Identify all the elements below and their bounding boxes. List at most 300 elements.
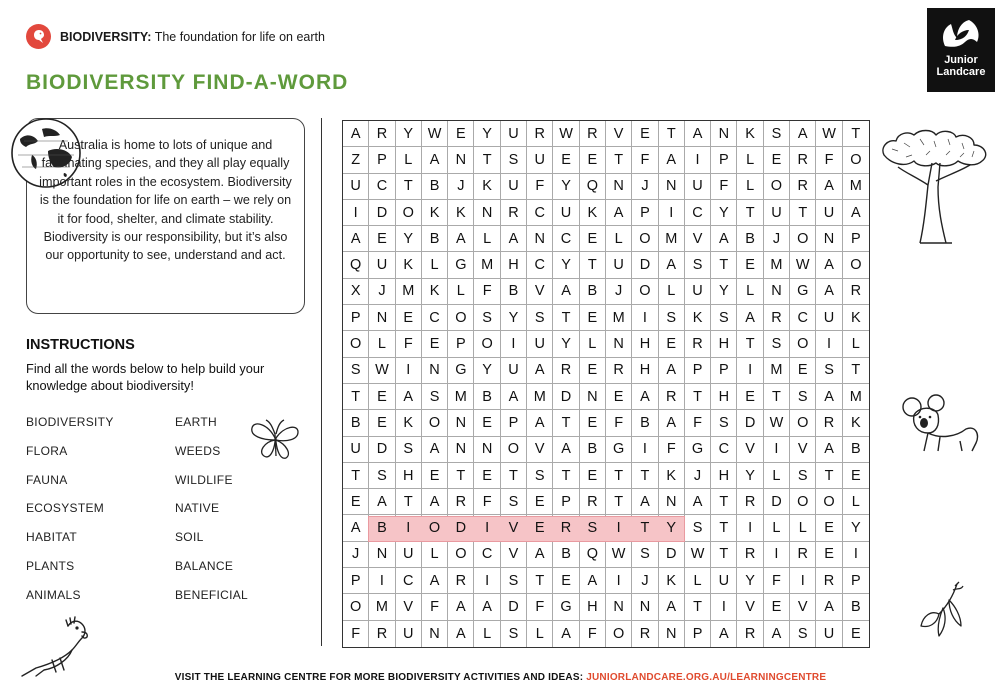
grid-cell[interactable] (816, 305, 842, 331)
grid-cell[interactable] (553, 331, 579, 357)
grid-cell[interactable] (369, 121, 395, 147)
grid-cell[interactable] (448, 279, 474, 305)
grid-cell[interactable] (764, 226, 790, 252)
grid-cell[interactable] (343, 568, 369, 594)
grid-cell[interactable] (553, 147, 579, 173)
grid-cell[interactable] (816, 621, 842, 647)
grid-cell[interactable] (659, 594, 685, 620)
grid-cell[interactable] (343, 463, 369, 489)
grid-cell[interactable] (501, 252, 527, 278)
grid-cell[interactable] (606, 200, 632, 226)
grid-cell[interactable] (580, 200, 606, 226)
grid-cell[interactable] (764, 594, 790, 620)
grid-cell[interactable] (843, 621, 869, 647)
grid-cell[interactable] (685, 174, 711, 200)
grid-cell[interactable] (606, 226, 632, 252)
grid-cell[interactable] (580, 305, 606, 331)
grid-cell[interactable] (632, 621, 658, 647)
grid-cell[interactable] (501, 489, 527, 515)
grid-cell[interactable] (501, 594, 527, 620)
grid-cell[interactable] (448, 542, 474, 568)
grid-cell[interactable] (606, 358, 632, 384)
grid-cell[interactable] (448, 147, 474, 173)
grid-cell[interactable] (711, 121, 737, 147)
grid-cell[interactable] (816, 568, 842, 594)
grid-cell[interactable] (343, 489, 369, 515)
grid-cell[interactable] (369, 437, 395, 463)
grid-cell[interactable] (553, 568, 579, 594)
grid-cell[interactable] (396, 226, 422, 252)
grid-cell[interactable] (685, 410, 711, 436)
grid-cell[interactable] (343, 410, 369, 436)
grid-cell[interactable] (711, 174, 737, 200)
grid-cell[interactable] (711, 463, 737, 489)
grid-cell[interactable] (711, 594, 737, 620)
grid-cell[interactable] (843, 410, 869, 436)
grid-cell[interactable] (501, 542, 527, 568)
grid-cell[interactable] (553, 410, 579, 436)
grid-cell[interactable] (527, 410, 553, 436)
grid-cell[interactable] (422, 305, 448, 331)
grid-cell[interactable] (685, 200, 711, 226)
grid-cell[interactable] (790, 621, 816, 647)
grid-cell[interactable] (448, 410, 474, 436)
grid-cell[interactable] (553, 226, 579, 252)
grid-cell[interactable] (474, 358, 500, 384)
grid-cell[interactable] (816, 437, 842, 463)
grid-cell[interactable] (369, 331, 395, 357)
grid-cell[interactable] (790, 437, 816, 463)
grid-cell[interactable] (843, 437, 869, 463)
grid-cell[interactable] (580, 358, 606, 384)
grid-cell[interactable] (737, 147, 763, 173)
grid-cell[interactable] (501, 305, 527, 331)
grid-cell[interactable] (711, 305, 737, 331)
grid-cell[interactable] (790, 594, 816, 620)
grid-cell[interactable] (369, 410, 395, 436)
grid-cell[interactable] (396, 252, 422, 278)
grid-cell[interactable] (553, 121, 579, 147)
grid-cell[interactable] (527, 594, 553, 620)
grid-cell[interactable] (843, 200, 869, 226)
grid-cell[interactable] (790, 463, 816, 489)
grid-cell[interactable] (422, 121, 448, 147)
grid-cell[interactable] (711, 331, 737, 357)
grid-cell[interactable] (501, 384, 527, 410)
grid-cell[interactable] (606, 568, 632, 594)
grid-cell[interactable] (580, 489, 606, 515)
grid-cell[interactable] (632, 489, 658, 515)
word-search-grid[interactable] (342, 120, 870, 648)
grid-cell[interactable] (474, 384, 500, 410)
grid-cell[interactable] (764, 542, 790, 568)
grid-cell[interactable] (501, 437, 527, 463)
grid-cell[interactable] (369, 147, 395, 173)
grid-cell[interactable] (553, 594, 579, 620)
grid-cell[interactable] (659, 174, 685, 200)
grid-cell[interactable] (527, 568, 553, 594)
grid-cell[interactable] (764, 568, 790, 594)
grid-cell[interactable] (790, 279, 816, 305)
grid-cell[interactable] (606, 437, 632, 463)
grid-cell[interactable] (527, 279, 553, 305)
junior-landcare-logo[interactable] (927, 8, 995, 92)
grid-cell[interactable] (474, 568, 500, 594)
grid-cell[interactable] (369, 226, 395, 252)
grid-cell[interactable] (553, 358, 579, 384)
grid-cell[interactable] (580, 568, 606, 594)
grid-cell[interactable] (632, 463, 658, 489)
grid-cell[interactable] (369, 594, 395, 620)
grid-cell[interactable] (474, 621, 500, 647)
grid-cell[interactable] (553, 437, 579, 463)
grid-cell[interactable] (737, 463, 763, 489)
grid-cell[interactable] (816, 200, 842, 226)
grid-cell[interactable] (448, 463, 474, 489)
grid-cell[interactable] (606, 542, 632, 568)
grid-cell[interactable] (474, 174, 500, 200)
grid-cell[interactable] (659, 489, 685, 515)
grid-cell[interactable] (737, 226, 763, 252)
grid-cell[interactable] (343, 358, 369, 384)
grid-cell[interactable] (632, 174, 658, 200)
grid-cell[interactable] (474, 279, 500, 305)
grid-cell[interactable] (843, 358, 869, 384)
grid-cell[interactable] (685, 226, 711, 252)
grid-cell[interactable] (580, 121, 606, 147)
grid-cell[interactable] (737, 489, 763, 515)
grid-cell[interactable] (553, 542, 579, 568)
grid-cell[interactable] (632, 568, 658, 594)
grid-cell[interactable] (448, 200, 474, 226)
grid-cell[interactable] (816, 174, 842, 200)
grid-cell[interactable] (790, 200, 816, 226)
grid-cell[interactable] (474, 121, 500, 147)
grid-cell[interactable] (501, 358, 527, 384)
grid-cell[interactable] (711, 489, 737, 515)
grid-cell[interactable] (685, 384, 711, 410)
grid-cell[interactable] (659, 384, 685, 410)
grid-cell[interactable] (448, 174, 474, 200)
grid-cell[interactable] (580, 147, 606, 173)
grid-cell[interactable] (737, 252, 763, 278)
grid-cell[interactable] (659, 358, 685, 384)
grid-cell[interactable] (396, 121, 422, 147)
grid-cell[interactable] (685, 621, 711, 647)
grid-cell[interactable] (474, 331, 500, 357)
grid-cell[interactable] (632, 410, 658, 436)
grid-cell[interactable] (790, 226, 816, 252)
grid-cell[interactable] (711, 515, 737, 541)
grid-cell[interactable] (843, 226, 869, 252)
grid-cell[interactable] (711, 252, 737, 278)
grid-cell[interactable] (474, 463, 500, 489)
grid-cell[interactable] (764, 358, 790, 384)
grid-cell[interactable] (580, 542, 606, 568)
grid-cell[interactable] (711, 358, 737, 384)
grid-cell[interactable] (737, 279, 763, 305)
grid-cell[interactable] (396, 174, 422, 200)
grid-cell[interactable] (501, 226, 527, 252)
grid-cell[interactable] (737, 621, 763, 647)
grid-cell[interactable] (790, 568, 816, 594)
grid-cell[interactable] (790, 410, 816, 436)
grid-cell[interactable] (580, 437, 606, 463)
grid-cell[interactable] (343, 542, 369, 568)
grid-cell[interactable] (737, 594, 763, 620)
grid-cell[interactable] (422, 410, 448, 436)
grid-cell[interactable] (553, 174, 579, 200)
grid-cell[interactable] (843, 305, 869, 331)
grid-cell[interactable] (580, 331, 606, 357)
grid-cell[interactable] (396, 305, 422, 331)
grid-cell[interactable] (343, 121, 369, 147)
grid-cell[interactable] (580, 621, 606, 647)
grid-cell[interactable] (816, 331, 842, 357)
grid-cell[interactable] (343, 147, 369, 173)
grid-cell[interactable] (422, 542, 448, 568)
grid-cell[interactable] (764, 174, 790, 200)
grid-cell[interactable] (843, 463, 869, 489)
grid-cell[interactable] (711, 410, 737, 436)
grid-cell[interactable] (474, 305, 500, 331)
grid-cell[interactable] (764, 252, 790, 278)
grid-cell[interactable] (790, 305, 816, 331)
grid-cell[interactable] (816, 542, 842, 568)
grid-cell[interactable] (448, 305, 474, 331)
grid-cell[interactable] (632, 542, 658, 568)
grid-cell[interactable] (790, 384, 816, 410)
grid-cell[interactable] (764, 200, 790, 226)
grid-cell[interactable] (474, 489, 500, 515)
grid-cell[interactable] (606, 305, 632, 331)
grid-cell[interactable] (422, 252, 448, 278)
grid-cell[interactable] (843, 568, 869, 594)
grid-cell[interactable] (422, 147, 448, 173)
grid-cell[interactable] (501, 174, 527, 200)
grid-cell[interactable] (343, 384, 369, 410)
grid-cell[interactable] (580, 594, 606, 620)
grid-cell[interactable] (580, 174, 606, 200)
grid-cell[interactable] (474, 594, 500, 620)
grid-cell[interactable] (659, 279, 685, 305)
grid-cell[interactable] (632, 437, 658, 463)
grid-cell[interactable] (474, 410, 500, 436)
grid-cell[interactable] (632, 226, 658, 252)
grid-cell[interactable] (553, 384, 579, 410)
grid-cell[interactable] (527, 489, 553, 515)
grid-cell[interactable] (606, 147, 632, 173)
grid-cell[interactable] (606, 621, 632, 647)
grid-cell[interactable] (843, 384, 869, 410)
grid-cell[interactable] (816, 384, 842, 410)
grid-cell[interactable] (343, 279, 369, 305)
grid-cell[interactable] (737, 358, 763, 384)
grid-cell[interactable] (422, 437, 448, 463)
grid-cell[interactable] (790, 358, 816, 384)
grid-cell[interactable] (422, 594, 448, 620)
grid-cell[interactable] (448, 489, 474, 515)
grid-cell[interactable] (553, 463, 579, 489)
grid-cell[interactable] (369, 384, 395, 410)
grid-cell[interactable] (527, 437, 553, 463)
grid-cell[interactable] (632, 279, 658, 305)
grid-cell[interactable] (843, 121, 869, 147)
grid-cell[interactable] (527, 463, 553, 489)
grid-cell[interactable] (659, 121, 685, 147)
grid-cell[interactable] (659, 410, 685, 436)
grid-cell[interactable] (711, 437, 737, 463)
grid-cell[interactable] (369, 200, 395, 226)
grid-cell[interactable] (369, 358, 395, 384)
grid-cell[interactable] (396, 542, 422, 568)
grid-cell[interactable] (685, 358, 711, 384)
grid-cell[interactable] (790, 331, 816, 357)
grid-cell[interactable] (448, 358, 474, 384)
grid-cell[interactable] (527, 305, 553, 331)
grid-cell[interactable] (764, 410, 790, 436)
grid-cell[interactable] (685, 489, 711, 515)
grid-cell[interactable] (632, 200, 658, 226)
grid-cell[interactable] (422, 226, 448, 252)
grid-cell[interactable] (553, 489, 579, 515)
grid-cell[interactable] (448, 226, 474, 252)
grid-cell[interactable] (343, 174, 369, 200)
grid-cell[interactable] (711, 200, 737, 226)
grid-cell[interactable] (685, 515, 711, 541)
grid-cell[interactable] (422, 358, 448, 384)
grid-cell[interactable] (685, 331, 711, 357)
grid-cell[interactable] (790, 542, 816, 568)
grid-cell[interactable] (501, 410, 527, 436)
grid-cell[interactable] (396, 147, 422, 173)
grid-cell[interactable] (580, 252, 606, 278)
grid-cell[interactable] (606, 384, 632, 410)
grid-cell[interactable] (448, 621, 474, 647)
grid-cell[interactable] (632, 358, 658, 384)
grid-cell[interactable] (816, 358, 842, 384)
grid-cell[interactable] (501, 568, 527, 594)
grid-cell[interactable] (396, 358, 422, 384)
grid-cell[interactable] (396, 621, 422, 647)
grid-cell[interactable] (764, 384, 790, 410)
grid-cell[interactable] (737, 410, 763, 436)
grid-cell[interactable] (369, 568, 395, 594)
grid-cell[interactable] (685, 252, 711, 278)
grid-cell[interactable] (711, 621, 737, 647)
grid-cell[interactable] (685, 279, 711, 305)
grid-cell[interactable] (843, 594, 869, 620)
grid-cell[interactable] (448, 594, 474, 620)
grid-cell[interactable] (527, 174, 553, 200)
grid-cell[interactable] (527, 147, 553, 173)
grid-cell[interactable] (396, 568, 422, 594)
grid-cell[interactable] (764, 331, 790, 357)
grid-cell[interactable] (764, 147, 790, 173)
grid-cell[interactable] (501, 147, 527, 173)
grid-cell[interactable] (527, 121, 553, 147)
grid-cell[interactable] (396, 200, 422, 226)
grid-cell[interactable] (632, 331, 658, 357)
grid-cell[interactable] (685, 463, 711, 489)
grid-cell[interactable] (711, 226, 737, 252)
grid-cell[interactable] (343, 200, 369, 226)
grid-cell[interactable] (816, 121, 842, 147)
grid-cell[interactable] (369, 279, 395, 305)
grid-cell[interactable] (816, 279, 842, 305)
grid-cell[interactable] (606, 331, 632, 357)
grid-cell[interactable] (527, 358, 553, 384)
grid-cell[interactable] (685, 121, 711, 147)
grid-cell[interactable] (659, 542, 685, 568)
grid-cell[interactable] (790, 252, 816, 278)
grid-cell[interactable] (422, 174, 448, 200)
grid-cell[interactable] (764, 305, 790, 331)
grid-cell[interactable] (659, 331, 685, 357)
grid-cell[interactable] (422, 463, 448, 489)
grid-cell[interactable] (501, 621, 527, 647)
grid-cell[interactable] (764, 621, 790, 647)
grid-cell[interactable] (737, 121, 763, 147)
grid-cell[interactable] (764, 489, 790, 515)
grid-cell[interactable] (343, 226, 369, 252)
grid-cell[interactable] (606, 174, 632, 200)
grid-cell[interactable] (474, 147, 500, 173)
grid-cell[interactable] (369, 542, 395, 568)
grid-cell[interactable] (737, 331, 763, 357)
grid-cell[interactable] (632, 147, 658, 173)
grid-cell[interactable] (843, 489, 869, 515)
grid-cell[interactable] (396, 594, 422, 620)
grid-cell[interactable] (659, 252, 685, 278)
grid-cell[interactable] (816, 147, 842, 173)
grid-cell[interactable] (685, 305, 711, 331)
grid-cell[interactable] (685, 147, 711, 173)
grid-cell[interactable] (343, 252, 369, 278)
grid-cell[interactable] (632, 121, 658, 147)
grid-cell[interactable] (474, 226, 500, 252)
grid-cell[interactable] (711, 542, 737, 568)
grid-cell[interactable] (343, 594, 369, 620)
grid-cell[interactable] (396, 489, 422, 515)
learning-centre-link[interactable]: JUNIORLANDCARE.ORG.AU/LEARNINGCENTRE (586, 672, 827, 683)
grid-cell[interactable] (369, 621, 395, 647)
grid-cell[interactable] (606, 594, 632, 620)
grid-cell[interactable] (369, 489, 395, 515)
grid-cell[interactable] (737, 437, 763, 463)
grid-cell[interactable] (632, 252, 658, 278)
grid-cell[interactable] (448, 252, 474, 278)
grid-cell[interactable] (790, 147, 816, 173)
grid-cell[interactable] (606, 463, 632, 489)
grid-cell[interactable] (606, 410, 632, 436)
grid-cell[interactable] (843, 174, 869, 200)
grid-cell[interactable] (843, 252, 869, 278)
grid-cell[interactable] (422, 568, 448, 594)
grid-cell[interactable] (606, 279, 632, 305)
grid-cell[interactable] (396, 437, 422, 463)
grid-cell[interactable] (448, 437, 474, 463)
grid-cell[interactable] (659, 621, 685, 647)
grid-cell[interactable] (369, 463, 395, 489)
grid-cell[interactable] (685, 568, 711, 594)
grid-cell[interactable] (816, 410, 842, 436)
grid-cell[interactable] (527, 542, 553, 568)
grid-cell[interactable] (737, 305, 763, 331)
grid-cell[interactable] (580, 463, 606, 489)
grid-cell[interactable] (711, 568, 737, 594)
grid-cell[interactable] (369, 174, 395, 200)
